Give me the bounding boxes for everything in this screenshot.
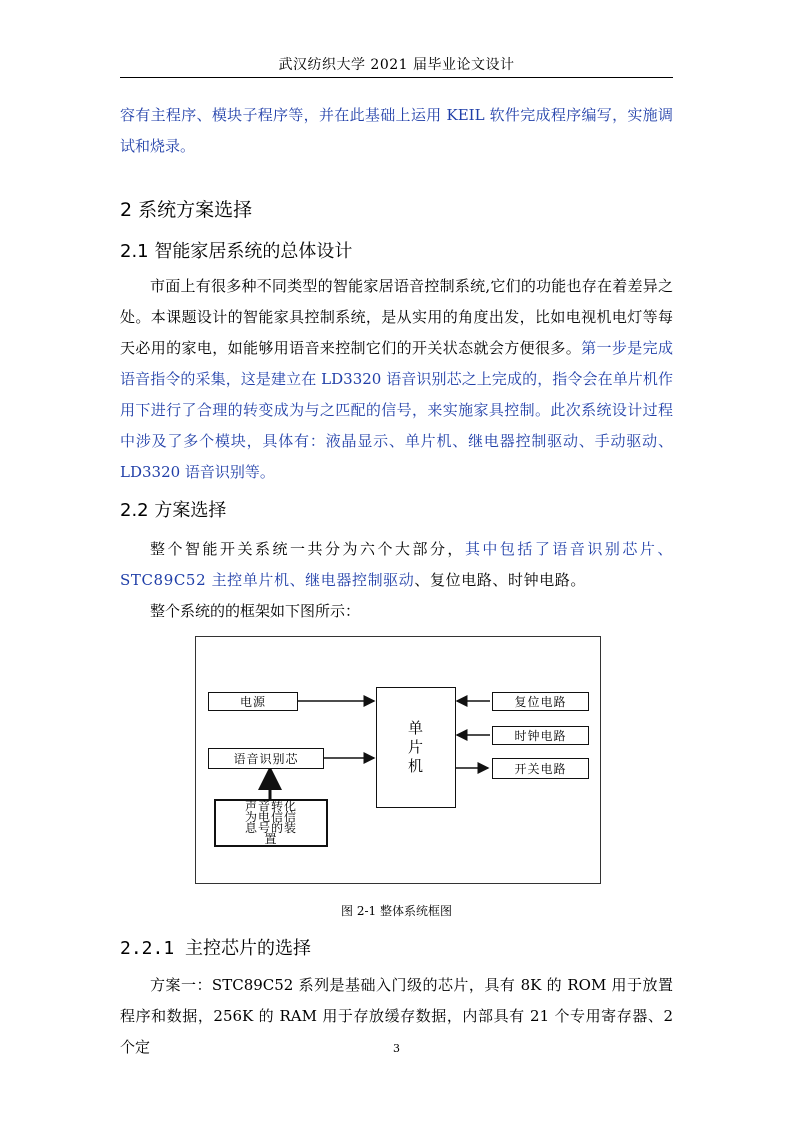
reset-circuit-box [492,692,589,711]
mcu-box [376,687,456,808]
section-2-1-heading: 2.1 智能家居系统的总体设计 [120,241,353,262]
reset-circuit-label: 复位电路 [514,694,567,709]
section-2-heading: 2 系统方案选择 [120,199,253,221]
page-number: 3 [393,1042,400,1055]
figure-caption: 图 2-1 整体系统框图 [341,904,452,918]
page-header: 武汉纺织大学 2021 届毕业论文设计 [278,57,515,73]
header-rule [120,77,673,78]
section-2-2-text-highlight: 其中包括了语音识别芯片、STC89C52 主控单片机、继电器控制驱动 [120,540,673,589]
section-2-1-text-highlight: 第一步是完成语音指令的采集，这是建立在 LD3320 语音识别芯之上完成的，指令会在单片机作用下进行了合理的转变成为与之匹配的信号，来实施家具控制。此次系统设计过程中涉及了多个模块，具体有：液晶显示、单片机、继电器控制驱动、手动驱动、LD3320 语音识别等。 [120,339,673,481]
section-2-2-1-paragraph: 方案一：STC89C52 系列是基础入门级的芯片，具有 8K 的 ROM 用于放置程序和数据，256K 的 RAM 用于存放缓存数据，内部具有 21 个专用寄存器、2 个定 [120,976,673,1056]
power-box [208,692,298,711]
transducer-label: 声音转化 为电信信 息号的装 置 [244,799,297,846]
switch-circuit-box [492,758,589,779]
transducer-box [214,799,328,847]
voice-chip-label: 语音识别芯 [233,751,299,766]
switch-circuit-label: 开关电路 [514,761,567,776]
intro-paragraph: 容有主程序、模块子程序等，并在此基础上运用 KEIL 软件完成程序编写，实施调试和烧录。 [120,106,673,155]
clock-circuit-label: 时钟电路 [514,728,567,743]
section-2-2-text: 整个智能开关系统一共分为六个大部分， [150,540,465,558]
section-2-2-1-heading: 2.2.1 主控芯片的选择 [120,938,312,959]
section-2-2-paragraph [120,534,673,596]
section-2-2-heading: 2.2 方案选择 [120,500,227,521]
figure-intro-line: 整个系统的的框架如下图所示： [150,602,361,620]
system-block-diagram [195,636,601,884]
voice-chip-box [208,748,324,769]
section-2-1-paragraph [120,271,673,488]
power-label: 电源 [239,694,266,709]
clock-circuit-box [492,726,589,745]
section-2-1-text: 市面上有很多种不同类型的智能家居语音控制系统,它们的功能也存在着差异之处。本课题设计的智能家具控制系统，是从实用的角度出发，比如电视机电灯等每天必用的家电，如能够用语音来控制它们的开关状态就会方便很多。 [120,277,673,357]
section-2-2-text-tail: 、复位电路、时钟电路。 [414,571,586,589]
mcu-label: 单 片 机 [407,719,424,775]
